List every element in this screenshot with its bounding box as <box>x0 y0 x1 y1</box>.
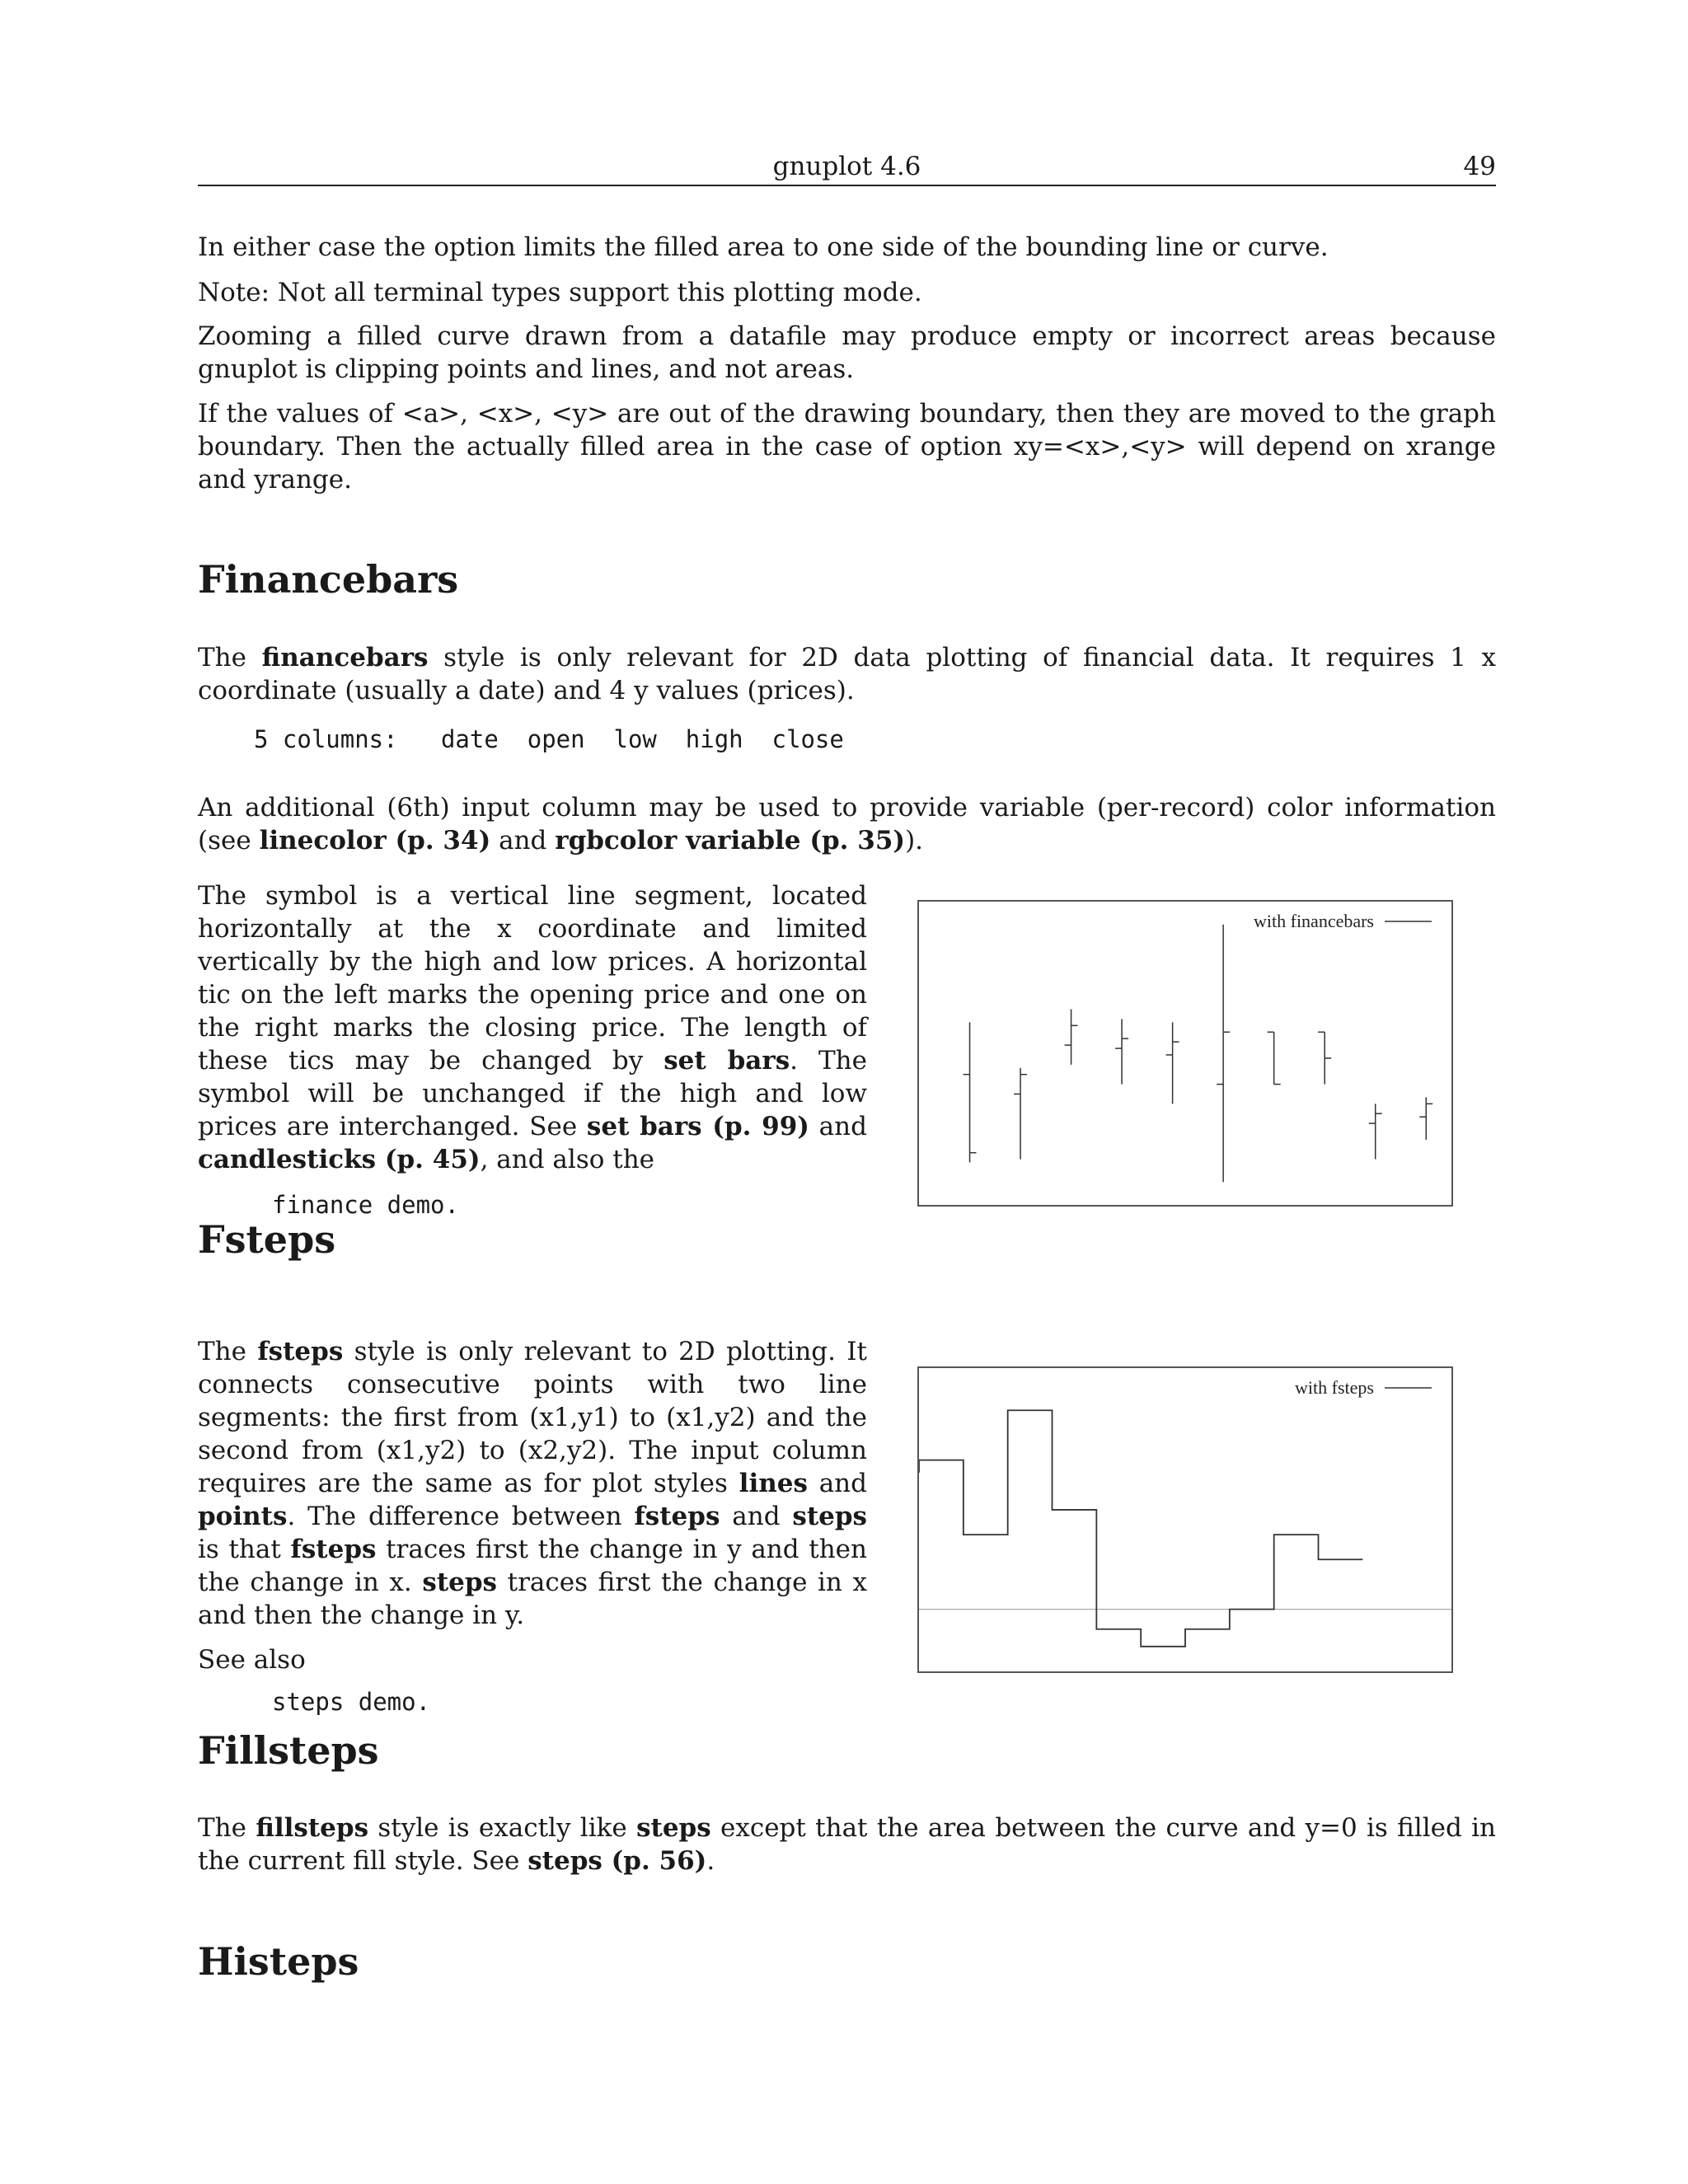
page-number: 49 <box>1463 152 1496 181</box>
code-columns: 5 columns: date open low high close <box>254 725 844 753</box>
fsteps-description <box>198 1335 867 1716</box>
financebars-paragraph-1: The financebars style is only relevant for 2D data plotting of financial data. It requires 1 x coordinate (usually a date) and 4 y values (prices). <box>198 643 1496 705</box>
financebars-paragraph-2: An additional (6th) input column may be used to provide variable (per-record) color information (see linecolor (p. 34) and rgbcolor variable (p. 35)). <box>198 793 1496 855</box>
section-heading-fillsteps: Fillsteps <box>198 1728 379 1773</box>
link-steps-p56[interactable]: steps (p. 56) <box>528 1846 707 1876</box>
intro-paragraph-3: Zooming a filled curve drawn from a datafile may produce empty or incorrect areas because gnuplot is clipping points and lines, and not areas. <box>198 321 1496 384</box>
intro-paragraph-1: In either case the option limits the filled area to one side of the bounding line or curve. <box>198 232 1329 262</box>
fsteps-paragraph-1: The fsteps style is only relevant to 2D plotting. It connects consecutive points with two line segments: the first from (x1,y1) to (x1,y2) and the second from (x1,y2) to (x2,y2). The input column requires are the same as for plot styles lines and points. The difference between fsteps and steps is that fsteps traces first the change in y and then the change in x. steps traces first the change in x and then the change in y. <box>198 1337 868 1630</box>
fsteps-plot <box>919 1368 1451 1671</box>
intro-paragraph-2: Note: Not all terminal types support this plotting mode. <box>198 278 922 307</box>
intro-paragraph-4: If the values of <a>, <x>, <y> are out of the drawing boundary, then they are moved to the graph boundary. Then the actually filled area in the case of option xy=<x>,<y> will depend on xrange and yrange. <box>198 399 1496 494</box>
financebars-legend-label: with financebars <box>1254 911 1374 931</box>
link-set-bars[interactable]: set bars <box>663 1046 790 1076</box>
financebars-description <box>198 879 867 1219</box>
financebars-plot <box>919 902 1451 1205</box>
fsteps-series-line <box>919 1410 1362 1647</box>
running-header <box>198 148 1496 186</box>
section-heading-histeps: Histeps <box>198 1939 359 1984</box>
code-steps-demo: steps demo. <box>272 1688 431 1716</box>
financebars-chart <box>917 900 1453 1207</box>
fsteps-see-also: See also <box>198 1645 306 1675</box>
link-rgbcolor-variable[interactable]: rgbcolor variable (p. 35) <box>555 826 906 855</box>
section-heading-financebars: Financebars <box>198 557 459 602</box>
link-candlesticks[interactable]: candlesticks (p. 45) <box>198 1145 481 1174</box>
code-finance-demo: finance demo. <box>272 1191 459 1219</box>
header-title: gnuplot 4.6 <box>772 152 921 181</box>
link-linecolor[interactable]: linecolor (p. 34) <box>259 826 491 855</box>
financebars-paragraph-3: The symbol is a vertical line segment, located horizontally at the x coordinate and limited vertically by the high and low prices. A horizontal tic on the left marks the opening price and one on the right marks the closing price. The length of these tics may be changed by set bars. The symbol will be unchanged if the high and low prices are interchanged. See set bars (p. 99) and candlesticks (p. 45), and also the <box>198 881 867 1174</box>
fillsteps-paragraph-1: The fillsteps style is exactly like steps except that the area between the curve and y=0 is filled in the current fill style. See steps (p. 56). <box>198 1813 1497 1876</box>
section-heading-fsteps: Fsteps <box>198 1217 336 1262</box>
fsteps-legend-label: with fsteps <box>1295 1377 1374 1398</box>
fsteps-chart <box>917 1366 1453 1673</box>
link-set-bars-p99[interactable]: set bars (p. 99) <box>586 1112 809 1141</box>
